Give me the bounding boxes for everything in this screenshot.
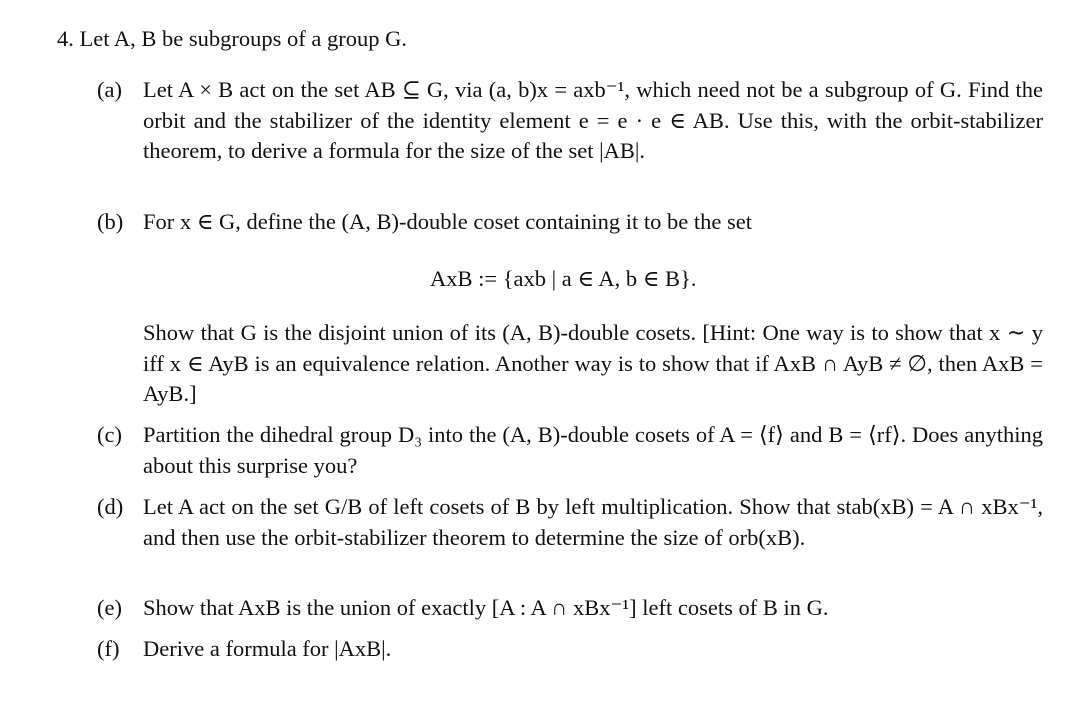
part-f-text: Derive a formula for |AxB|. <box>143 636 392 661</box>
part-f-label: (f) <box>97 636 120 661</box>
part-b-intro: For x ∈ G, define the (A, B)-double coset containing it to be the set <box>143 209 753 234</box>
part-d <box>97 492 1043 553</box>
part-c-label: (c) <box>97 422 122 447</box>
part-b-continued <box>97 318 1043 410</box>
part-d-label: (d) <box>97 494 124 519</box>
part-c-text: Partition the dihedral group D₃ into the (A, B)-double cosets of A = ⟨f⟩ and B = ⟨rf⟩. Does anything about this surprise you? <box>143 422 1043 478</box>
part-e-label: (e) <box>97 595 122 620</box>
problem-heading: 4. Let A, B be subgroups of a group G. <box>57 26 407 51</box>
part-b-text: Show that G is the disjoint union of its (A, B)-double cosets. [Hint: One way is to show that x ∼ y iff x ∈ AyB is an equivalence relation. Another way is to show that if AxB ∩ AyB ≠ ∅, then AxB = AyB.] <box>143 320 1043 406</box>
part-f <box>97 634 1043 665</box>
part-e-text: Show that AxB is the union of exactly [A : A ∩ xBx⁻¹] left cosets of B in G. <box>143 595 829 620</box>
double-coset-definition: AxB := {axb | a ∈ A, b ∈ B}. <box>430 266 697 291</box>
part-c <box>97 420 1043 481</box>
part-e <box>97 593 1043 624</box>
part-d-text: Let A act on the set G/B of left cosets of B by left multiplication. Show that stab(xB) = A ∩ xBx⁻¹, and then use the orbit-stabilizer theorem to determine the size of orb(xB). <box>143 494 1043 550</box>
part-a-text: Let A × B act on the set AB ⊆ G, via (a, b)x = axb⁻¹, which need not be a subgroup of G. Find the orbit and the stabilizer of the identity element e = e · e ∈ AB. Use this, with the orbit-stabilizer theorem, to derive a formula for the size of the set |AB|. <box>143 77 1043 163</box>
part-a-label: (a) <box>97 77 122 102</box>
part-b-label: (b) <box>97 209 124 234</box>
part-a <box>97 75 1043 167</box>
part-b <box>97 207 1043 238</box>
